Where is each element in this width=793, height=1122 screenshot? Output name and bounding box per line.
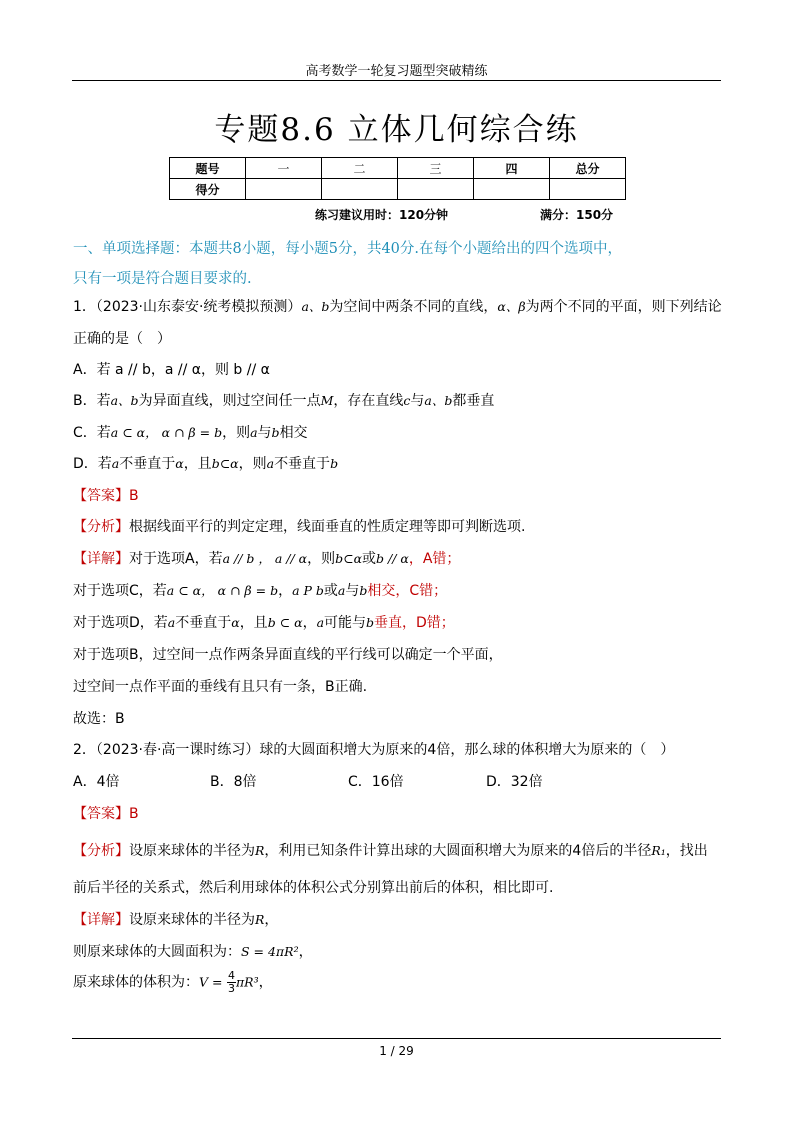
score-cell — [550, 179, 626, 200]
q1-stem-line1: 1．（2023·山东泰安·统考模拟预测）a、b为空间中两条不同的直线，α、β为两个不同的平面，则下列结论 — [73, 299, 722, 315]
score-table-row-score — [170, 179, 626, 200]
q1-detail-line3: 对于选项D，若a不垂直于α，且b ⊂ α，a可能与b垂直，D错； — [73, 615, 455, 631]
score-cell — [246, 179, 322, 200]
page-header: 高考数学一轮复习题型突破精练 — [305, 64, 488, 79]
q1-option-c: C．若a ⊂ α， α ∩ β = b，则a与b相交 — [73, 425, 308, 441]
q1-option-d: D．若a不垂直于α，且b⊂α，则a不垂直于b — [73, 456, 339, 472]
q2-analysis-line1: 【分析】设原来球体的半径为R，利用已知条件计算出球的大圆面积增大为原来的4倍后的半径R₁，找出 — [73, 843, 708, 859]
score-cell — [398, 179, 474, 200]
score-table — [169, 157, 626, 200]
q2-option-c: C．16倍 — [348, 774, 404, 790]
score-cell: 总分 — [550, 158, 626, 179]
section-heading-line1: 一、单项选择题：本题共8小题，每小题5分，共40分.在每个小题给出的四个选项中， — [73, 241, 623, 257]
q1-option-a: A．若 a // b，a // α，则 b // α — [73, 362, 270, 378]
section-heading-line2: 只有一项是符合题目要求的. — [73, 271, 252, 287]
q1-detail-line2: 对于选项C，若a ⊂ α， α ∩ β = b，a P b或a与b相交，C错； — [73, 583, 448, 599]
q2-answer: 【答案】B — [73, 806, 139, 822]
score-cell: 三 — [398, 158, 474, 179]
full-score: 满分：150分 — [540, 208, 614, 222]
q2-analysis-line2: 前后半径的关系式，然后利用球体的体积公式分别算出前后的体积，相比即可. — [73, 880, 554, 896]
q1-option-b: B．若a、b为异面直线，则过空间任一点M，存在直线c与a、b都垂直 — [73, 393, 495, 409]
q2-detail-line2: 则原来球体的大圆面积为：S = 4πR²， — [73, 944, 313, 960]
header-rule — [72, 80, 721, 81]
q1-answer: 【答案】B — [73, 488, 139, 504]
fraction-4-3: $\frac{4}{3}$ — [227, 969, 235, 995]
score-cell — [322, 179, 398, 200]
q1-detail-line4: 对于选项B，过空间一点作两条异面直线的平行线可以确定一个平面， — [73, 647, 503, 663]
q2-detail-line1: 【详解】设原来球体的半径为R， — [73, 912, 279, 928]
q2-detail-line3: 原来球体的体积为：V = $\frac{4}{3}$ πR³， — [73, 969, 273, 995]
score-cell: 一 — [246, 158, 322, 179]
q2-stem: 2．（2023·春·高一课时练习）球的大圆面积增大为原来的4倍，那么球的体积增大为原来的（ ） — [73, 742, 675, 758]
footer-rule — [72, 1038, 721, 1039]
practice-time: 练习建议用时：120分钟 — [315, 208, 449, 222]
score-cell: 四 — [474, 158, 550, 179]
page-number: 1 / 29 — [379, 1044, 414, 1058]
page-title: 专题8.6 立体几何综合练 — [214, 112, 579, 148]
q1-stem-line2: 正确的是（ ） — [73, 331, 171, 347]
score-cell: 题号 — [170, 158, 246, 179]
q1-detail-line5: 过空间一点作平面的垂线有且只有一条，B正确. — [73, 679, 368, 695]
score-cell: 二 — [322, 158, 398, 179]
score-table-row-header — [170, 158, 626, 179]
q1-choice: 故选：B — [73, 711, 125, 727]
score-cell: 得分 — [170, 179, 246, 200]
q2-option-b: B．8倍 — [210, 774, 257, 790]
q2-option-a: A．4倍 — [73, 774, 120, 790]
q2-option-d: D．32倍 — [486, 774, 543, 790]
score-cell — [474, 179, 550, 200]
q1-detail-line1: 【详解】对于选项A，若a // b ， a // α，则b⊂α或b // α，A错； — [73, 551, 461, 567]
q1-analysis: 【分析】根据线面平行的判定定理，线面垂直的性质定理等即可判断选项. — [73, 519, 526, 535]
